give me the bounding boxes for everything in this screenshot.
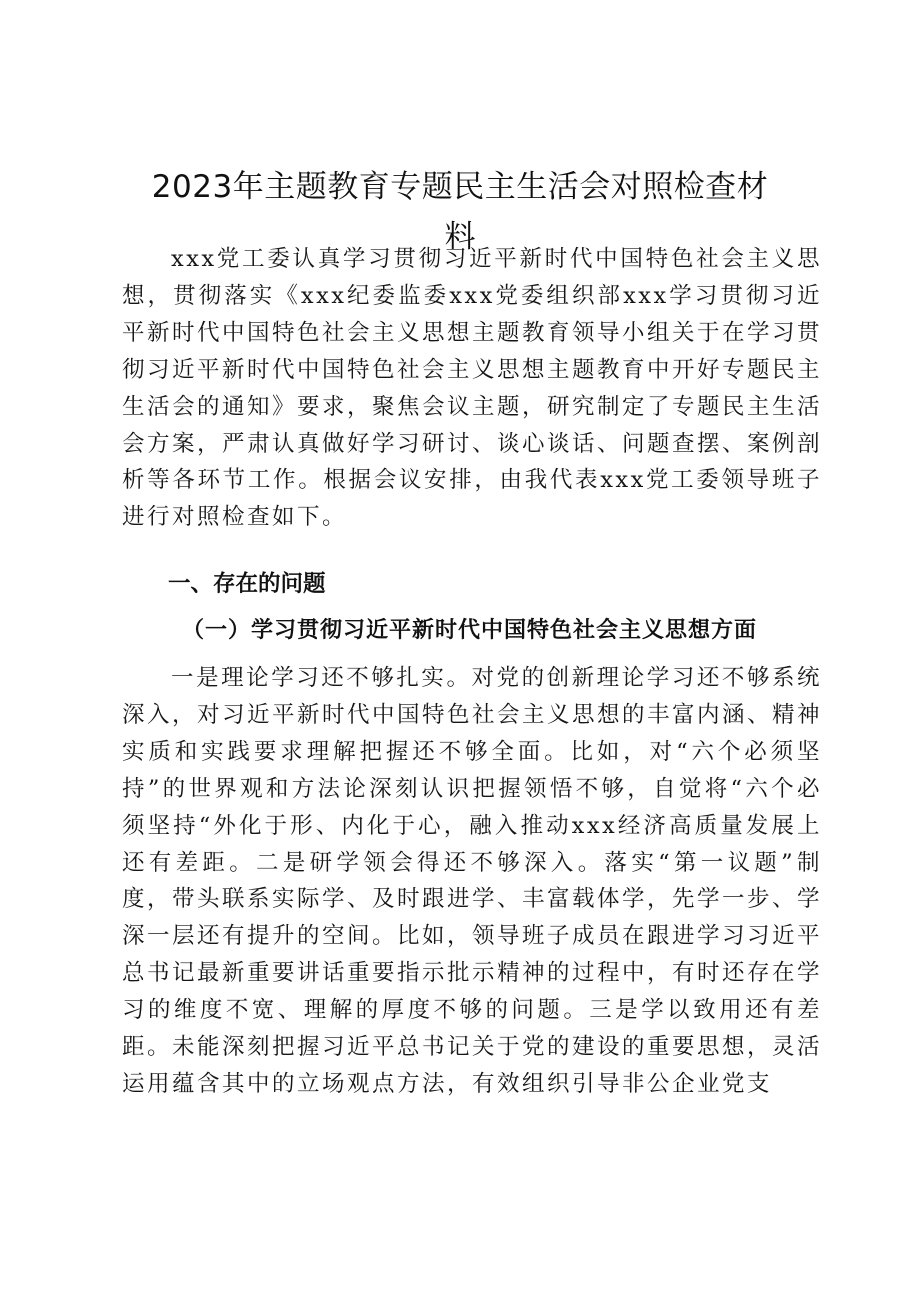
subsection-paragraph <box>122 660 822 1156</box>
section-heading-problems: 一、存在的问题 <box>168 571 326 597</box>
intro-paragraph <box>122 241 822 571</box>
intro-paragraph-text: xxx党工委认真学习贯彻习近平新时代中国特色社会主义思想，贯彻落实《xxx纪委监委xxx党委组织部xxx学习贯彻习近平新时代中国特色社会主义思想主题教育领导小组关于在学习贯彻习近平新时代中国特色社会主义思想主题教育中开好专题民主生活会的通知》要求，聚焦会议主题，研究制定了专题民主生活会方案，严肃认真做好学习研讨、谈心谈话、问题查摆、案例剖析等各环节工作。根据会议安排，由我代表xxx党工委领导班子进行对照检查如下。 <box>122 246 823 531</box>
document-title-line-1: 2023年主题教育专题民主生活会对照检查材 <box>151 169 769 205</box>
subsection-heading-theory-study: （一）学习贯彻习近平新时代中国特色社会主义思想方面 <box>182 617 758 643</box>
subsection-paragraph-text: 一是理论学习还不够扎实。对党的创新理论学习还不够系统深入，对习近平新时代中国特色社会主义思想的丰富内涵、精神实质和实践要求理解把握还不够全面。比如，对“六个必须坚持”的世界观和方法论深刻认识把握领悟不够，自觉将“六个必须坚持“外化于形、内化于心，融入推动xxx经济高质量发展上还有差距。二是研学领会得还不够深入。落实“第一议题”制度，带头联系实际学、及时跟进学、丰富载体学，先学一步、学深一层还有提升的空间。比如，领导班子成员在跟进学习习近平总书记最新重要讲话重要指示批示精神的过程中，有时还存在学习的维度不宽、理解的厚度不够的问题。三是学以致用还有差距。未能深刻把握习近平总书记关于党的建设的重要思想，灵活运用蕴含其中的立场观点方法，有效组织引导非公企业党支 <box>122 665 823 1097</box>
document-title-line-2: 料 <box>444 219 476 255</box>
